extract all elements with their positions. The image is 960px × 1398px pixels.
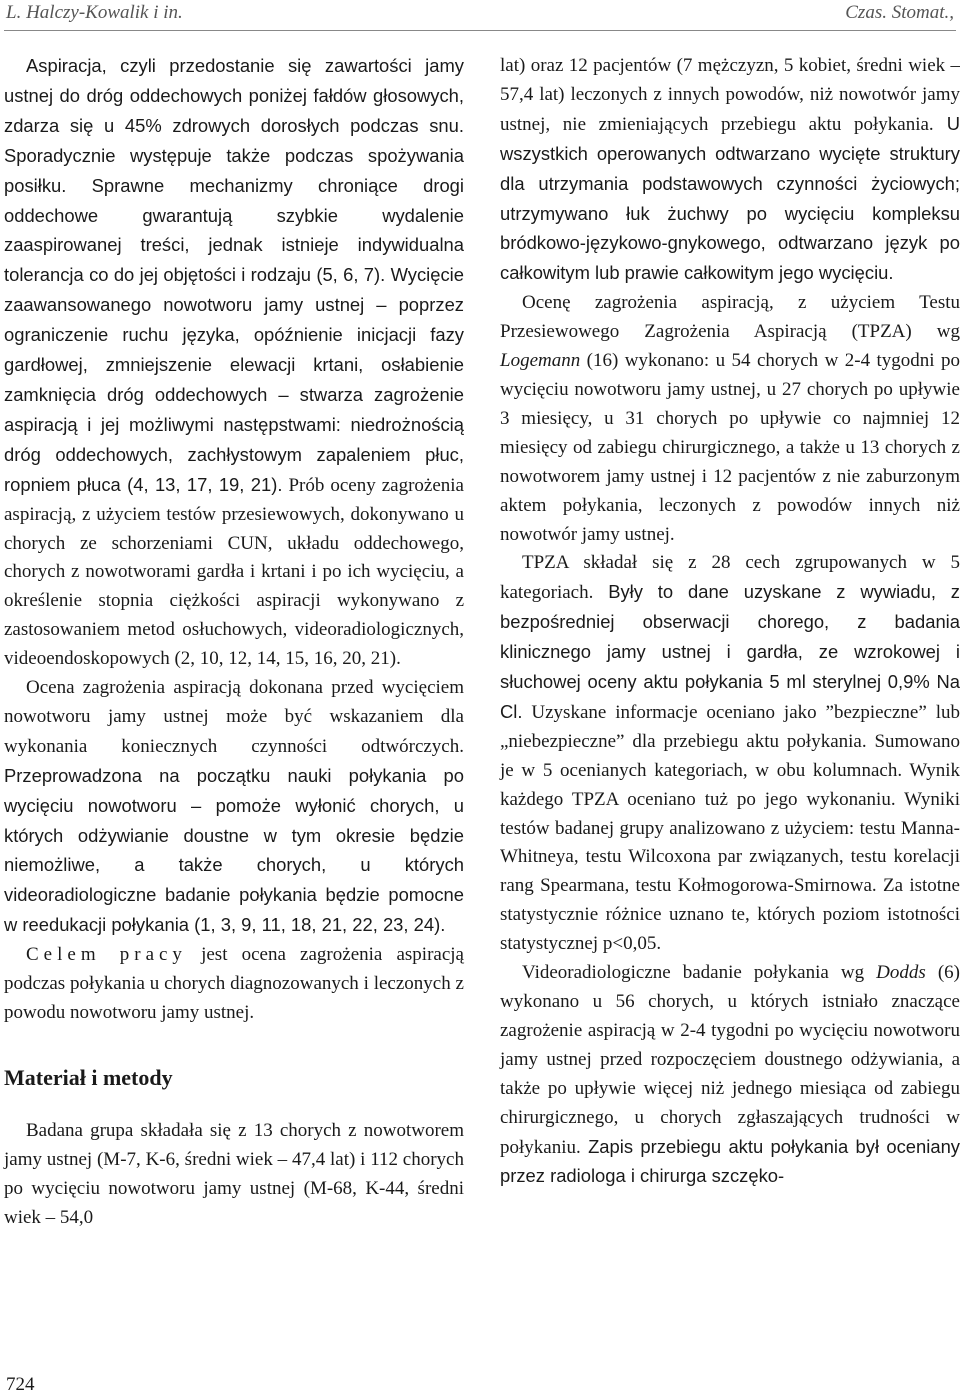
paragraph-tpza-method xyxy=(500,289,960,549)
paragraph-assessment xyxy=(4,674,464,941)
page-number: 724 xyxy=(6,1374,35,1395)
text-run: Videoradiologiczne badanie połykania wg xyxy=(522,962,877,984)
text-run: Uzyskane informacje oceniano jako ”bezpieczne” lub „niebezpieczne” dla przebiegu aktu połykania. Sumowano je w 5 ocenianych kategoriach, w obu kolumnach. Wynik każdego TPZA oceniano tuż po jego wykonaniu. Wyniki testów badanej grupy analizowano z użyciem: testu Manna-Whitneya, testu Wilcoxona par związanych, testu korelacji rang Spearmana, testu Kołmogorowa-Smirnowa. Za istotne statystycznie różnice uznano te, których poziom istotności statystycznej p<0,05. xyxy=(500,701,960,955)
paragraph-study-group-cont xyxy=(500,52,960,289)
text-run: Ocenę zagrożenia aspiracją, z użyciem Testu Przesiewowego Zagrożenia Aspiracją (TPZA) wg xyxy=(500,292,960,343)
text-run: jest ocena zagrożenia aspiracją podczas połykania u chorych diagnozowanych i leczonych z powodu nowotworu jamy ustnej. xyxy=(4,944,464,1023)
text-run: Zapis przebiegu aktu połykania był oceniany przez radiologa i chirurga szczęko- xyxy=(500,1135,960,1187)
running-header-authors: L. Halczy-Kowalik i in. xyxy=(6,2,183,23)
paragraph-tpza-categories xyxy=(500,549,960,959)
right-column xyxy=(500,52,960,1192)
text-run: Aspiracja, czyli przedostanie się zawartości jamy ustnej do dróg oddechowych poniżej fałdów głosowych, zdarza się u 45% zdrowych dorosłych podczas snu. Sporadycznie występuje także podczas spożywania posiłku. Sprawne mechanizmy chroniące drogi oddechowe gwarantują szybkie wydalenie zaaspirowanej treści, jednak istnieje indywidualna tolerancja co do jej objętości i rodzaju (5, 6, 7). Wycięcie zaawansowanego nowotworu jamy ustnej – poprzez ograniczenie ruchu języka, opóźnienie inicjacji fazy gardłowej, zmniejszenie elewacji krtani, osłabienie zamknięcia dróg oddechowych – stwarza zagrożenie aspiracją i jej możliwymi następstwami: niedrożnością dróg oddechowych, zachłystowym zapaleniem płuc, ropniem płuca (4, 13, 17, 19, 21). xyxy=(4,55,464,495)
author-reference: Dodds xyxy=(876,962,926,984)
paragraph-videoradiology xyxy=(500,959,960,1192)
running-header-journal: Czas. Stomat., xyxy=(845,2,954,23)
left-column xyxy=(4,52,464,1232)
paragraph-aim xyxy=(4,941,464,1028)
text-run: (6) wykonano u 56 chorych, u których istniało znaczące zagrożenie aspiracją w 2-4 tygodni po wycięciu nowotworu jamy ustnej przed rozpoczęciem doustnego odżywiania, a także po upływie więcej niż jednego miesiąca od zabiegu chirurgicznego, u chorych zgłaszających trudności w połykaniu. xyxy=(500,962,960,1158)
text-run: (16) wykonano: u 54 chorych w 2-4 tygodni po wycięciu nowotworu jamy ustnej, u 27 chorych po upływie 3 miesięcy, u 31 chorych po upływie co najmniej 12 miesięcy od zabiegu chirurgicznego, a także u 13 chorych z nowotworem jamy ustnej i 12 pacjentów z nie zaburzonym aktem połykania, leczonych z powodów innych niż nowotwór jamy ustnej. xyxy=(500,350,960,545)
text-run: Prób oceny zagrożenia aspiracją, z użyciem testów przesiewowych, dokonywano u chorych ze schorzeniami CUN, układu oddechowego, chorych z nowotworami gardła i krtani i po ich wycięciu, a określenie stopnia ciężkości aspiracji wykonywano z zastosowaniem metod osłuchowych, videoradiologicznych, videoendoskopowych (2, 10, 12, 14, 15, 16, 20, 21). xyxy=(4,474,464,670)
aim-label: Celem pracy xyxy=(26,944,187,966)
section-heading-methods: Materiał i metody xyxy=(4,1064,173,1090)
text-run: Przeprowadzona na początku nauki połykania po wycięciu nowotworu – pomoże wyłonić chorych, u których odżywianie doustne w tym okresie będzie niemożliwe, a także chorych, u których videoradiologiczne badanie połykania będzie pomocne w reedukacji połykania (1, 3, 9, 11, 18, 21, 22, 23, 24). xyxy=(4,764,464,936)
header-rule xyxy=(4,30,956,31)
text-run: TPZA składał się z 28 cech zgrupowanych w 5 kategoriach. xyxy=(500,552,960,604)
text-run: U wszystkich operowanych odtwarzano wycięte struktury dla utrzymania podstawowych czynności życiowych; utrzymywano łuk żuchwy po wycięciu kompleksu bródkowo-językowo-gnykowego, odtwarzano język po całkowitym lub prawie całkowitym jego wycięciu. xyxy=(500,112,960,284)
author-reference: Logemann xyxy=(500,350,581,372)
text-run: Ocena zagrożenia aspiracją dokonana przed wycięciem nowotworu jamy ustnej może być wskazaniem dla wykonania koniecznych czynności odtwórczych. xyxy=(4,677,464,757)
paragraph-study-group: Badana grupa składała się z 13 chorych z nowotworem jamy ustnej (M-7, K-6, średni wiek – 47,4 lat) i 112 chorych po wycięciu nowotworu jamy ustnej (M-68, K-44, średni wiek – 54,0 xyxy=(4,1119,464,1228)
text-run: Były to dane uzyskane z wywiadu, z bezpośredniej obserwacji chorego, z badania klinicznego jamy ustnej i gardła, ze wzrokowej i słuchowej oceny aktu połykania 5 ml sterylnej 0,9% Na Cl. xyxy=(500,581,960,722)
text-run: lat) oraz 12 pacjentów (7 mężczyzn, 5 kobiet, średni wiek – 57,4 lat) leczonych z innych powodów, niż nowotwór jamy ustnej, nie zmieniających przebiegu aktu połykania. xyxy=(500,55,960,135)
paragraph-aspiration-intro xyxy=(4,52,464,674)
